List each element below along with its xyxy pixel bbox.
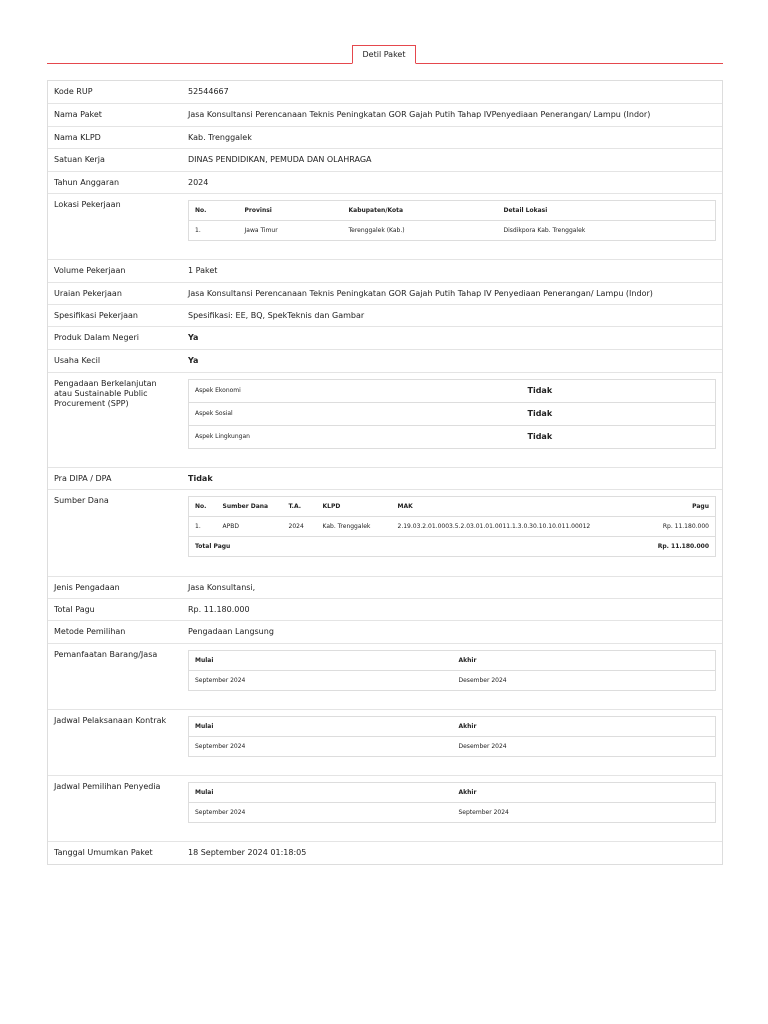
cell-akhir: Desember 2024 [458, 742, 507, 750]
value-satuan-kerja: DINAS PENDIDIKAN, PEMUDA DAN OLAHRAGA [188, 155, 372, 164]
col-klpd: KLPD [317, 497, 392, 517]
row-satuan-kerja [48, 149, 722, 172]
row-pra-dipa [48, 468, 722, 490]
detail-table [47, 80, 723, 865]
total-pagu-label: Total Pagu [195, 542, 231, 550]
col-provinsi: Provinsi [239, 201, 343, 221]
label-usaha-kecil: Usaha Kecil [54, 356, 101, 365]
cell-detail-lokasi: Disdikpora Kab. Trenggalek [503, 226, 586, 234]
value-metode-pemilihan: Pengadaan Langsung [188, 627, 274, 636]
label-tanggal-umumkan: Tanggal Umumkan Paket [54, 848, 153, 857]
table-row [189, 517, 716, 537]
label-lokasi-pekerjaan: Lokasi Pekerjaan [54, 200, 121, 209]
value-jadwal-pemilihan [182, 776, 722, 841]
cell-aspek-value: Tidak [522, 403, 716, 426]
row-jenis-pengadaan [48, 577, 722, 599]
table-row [189, 803, 716, 823]
cell-pagu: Rp. 11.180.000 [636, 517, 716, 537]
cell-aspek: Aspek Lingkungan [195, 433, 250, 440]
row-spesifikasi-pekerjaan [48, 305, 722, 327]
jadwal-pemilihan-table [188, 782, 716, 823]
table-header-row [189, 497, 716, 517]
cell-mulai: September 2024 [195, 742, 246, 750]
cell-aspek: Aspek Sosial [189, 403, 522, 426]
col-akhir: Akhir [453, 717, 716, 737]
row-total-pagu [48, 599, 722, 621]
table-header-row [189, 651, 716, 671]
cell-mak: 2.19.03.2.01.0003.5.2.03.01.01.0011.1.3.0.30.10.10.011.00012 [392, 517, 636, 537]
row-lokasi-pekerjaan [48, 194, 722, 260]
col-kabupaten: Kabupaten/Kota [343, 201, 498, 221]
value-lokasi-pekerjaan [182, 194, 722, 259]
label-pra-dipa: Pra DIPA / DPA [54, 474, 112, 483]
cell-aspek-value: Tidak [522, 380, 716, 403]
label-uraian-pekerjaan: Uraian Pekerjaan [54, 289, 122, 298]
col-akhir: Akhir [453, 783, 716, 803]
value-spesifikasi-pekerjaan: Spesifikasi: EE, BQ, SpekTeknis dan Gambar [188, 311, 365, 320]
cell-mulai: September 2024 [195, 676, 246, 684]
row-uraian-pekerjaan [48, 283, 722, 305]
jadwal-kontrak-table [188, 716, 716, 757]
value-nama-paket: Jasa Konsultansi Perencanaan Teknis Peningkatan GOR Gajah Putih Tahap IVPenyediaan Penerangan/ Lampu (Indor) [188, 110, 651, 119]
table-row [189, 380, 716, 403]
sumber-dana-table [188, 496, 716, 557]
col-sumber-dana: Sumber Dana [217, 497, 283, 517]
label-satuan-kerja: Satuan Kerja [54, 155, 105, 164]
col-akhir: Akhir [453, 651, 716, 671]
cell-klpd: Kab. Trenggalek [317, 517, 392, 537]
label-produk-dalam-negeri: Produk Dalam Negeri [54, 333, 139, 342]
row-sumber-dana [48, 490, 722, 577]
value-sumber-dana [182, 490, 722, 576]
row-nama-klpd [48, 127, 722, 149]
col-detail-lokasi: Detail Lokasi [498, 201, 716, 221]
cell-aspek: Aspek Ekonomi [189, 380, 522, 403]
cell-kabupaten: Terenggalek (Kab.) [348, 226, 405, 234]
value-total-pagu: Rp. 11.180.000 [188, 605, 250, 614]
pemanfaatan-table [188, 650, 716, 691]
label-pemanfaatan: Pemanfaatan Barang/Jasa [54, 650, 158, 659]
col-mulai: Mulai [189, 651, 453, 671]
col-mak: MAK [392, 497, 636, 517]
lokasi-table [188, 200, 716, 241]
cell-akhir: September 2024 [458, 808, 509, 816]
col-pagu: Pagu [636, 497, 716, 517]
value-tanggal-umumkan: 18 September 2024 01:18:05 [188, 848, 307, 857]
cell-akhir: Desember 2024 [458, 676, 507, 684]
label-sumber-dana: Sumber Dana [54, 496, 109, 505]
value-produk-dalam-negeri: Ya [188, 333, 199, 342]
label-nama-paket: Nama Paket [54, 110, 102, 119]
value-jadwal-kontrak [182, 710, 722, 775]
row-metode-pemilihan [48, 621, 722, 644]
label-volume-pekerjaan: Volume Pekerjaan [54, 266, 126, 275]
col-mulai: Mulai [189, 783, 453, 803]
row-tanggal-umumkan [48, 842, 722, 864]
spp-table [188, 379, 716, 449]
row-nama-paket [48, 104, 722, 127]
col-ta: T.A. [283, 497, 317, 517]
row-kode-rup [48, 81, 722, 104]
label-jadwal-kontrak: Jadwal Pelaksanaan Kontrak [54, 716, 167, 725]
row-tahun-anggaran [48, 172, 722, 194]
row-jadwal-pemilihan [48, 776, 722, 842]
value-usaha-kecil: Ya [188, 356, 199, 365]
label-jenis-pengadaan: Jenis Pengadaan [54, 583, 120, 592]
row-jadwal-kontrak [48, 710, 722, 776]
cell-aspek-value: Tidak [527, 432, 553, 441]
table-row [189, 221, 716, 241]
value-pra-dipa: Tidak [188, 474, 213, 483]
col-no: No. [189, 201, 239, 221]
row-produk-dalam-negeri [48, 327, 722, 350]
table-total-row [189, 537, 716, 557]
value-kode-rup: 52544667 [188, 87, 229, 96]
table-row [189, 671, 716, 691]
label-nama-klpd: Nama KLPD [54, 133, 101, 142]
label-metode-pemilihan: Metode Pemilihan [54, 627, 126, 636]
value-spp [182, 373, 722, 467]
table-row [189, 737, 716, 757]
total-pagu-value: Rp. 11.180.000 [657, 542, 709, 550]
row-usaha-kecil [48, 350, 722, 373]
value-volume-pekerjaan: 1 Paket [188, 266, 218, 275]
value-nama-klpd: Kab. Trenggalek [188, 133, 252, 142]
table-header-row [189, 717, 716, 737]
label-total-pagu: Total Pagu [54, 605, 95, 614]
table-header-row [189, 201, 716, 221]
col-no: No. [189, 497, 217, 517]
label-jadwal-pemilihan: Jadwal Pemilihan Penyedia [54, 782, 161, 791]
table-header-row [189, 783, 716, 803]
tab-detil-paket[interactable]: Detil Paket [352, 45, 416, 64]
label-spesifikasi-pekerjaan: Spesifikasi Pekerjaan [54, 311, 138, 320]
value-pemanfaatan [182, 644, 722, 709]
value-uraian-pekerjaan: Jasa Konsultansi Perencanaan Teknis Peningkatan GOR Gajah Putih Tahap IV Penyediaan Penerangan/ Lampu (Indor) [188, 289, 653, 298]
tab-bar [47, 45, 723, 64]
cell-mulai: September 2024 [195, 808, 246, 816]
cell-provinsi: Jawa Timur [244, 226, 278, 234]
row-spp [48, 373, 722, 468]
cell-no: 1. [189, 517, 217, 537]
cell-ta: 2024 [283, 517, 317, 537]
label-tahun-anggaran: Tahun Anggaran [54, 178, 120, 187]
value-tahun-anggaran: 2024 [188, 178, 209, 187]
row-pemanfaatan [48, 644, 722, 710]
value-jenis-pengadaan: Jasa Konsultansi, [188, 583, 256, 592]
label-spp: Pengadaan Berkelanjutan atau Sustainable Public Procurement (SPP) [54, 379, 157, 408]
row-volume-pekerjaan [48, 260, 722, 283]
cell-sumber-dana: APBD [217, 517, 283, 537]
table-row [189, 426, 716, 449]
cell-no: 1. [195, 226, 201, 234]
table-row [189, 403, 716, 426]
label-kode-rup: Kode RUP [54, 87, 93, 96]
col-mulai: Mulai [189, 717, 453, 737]
